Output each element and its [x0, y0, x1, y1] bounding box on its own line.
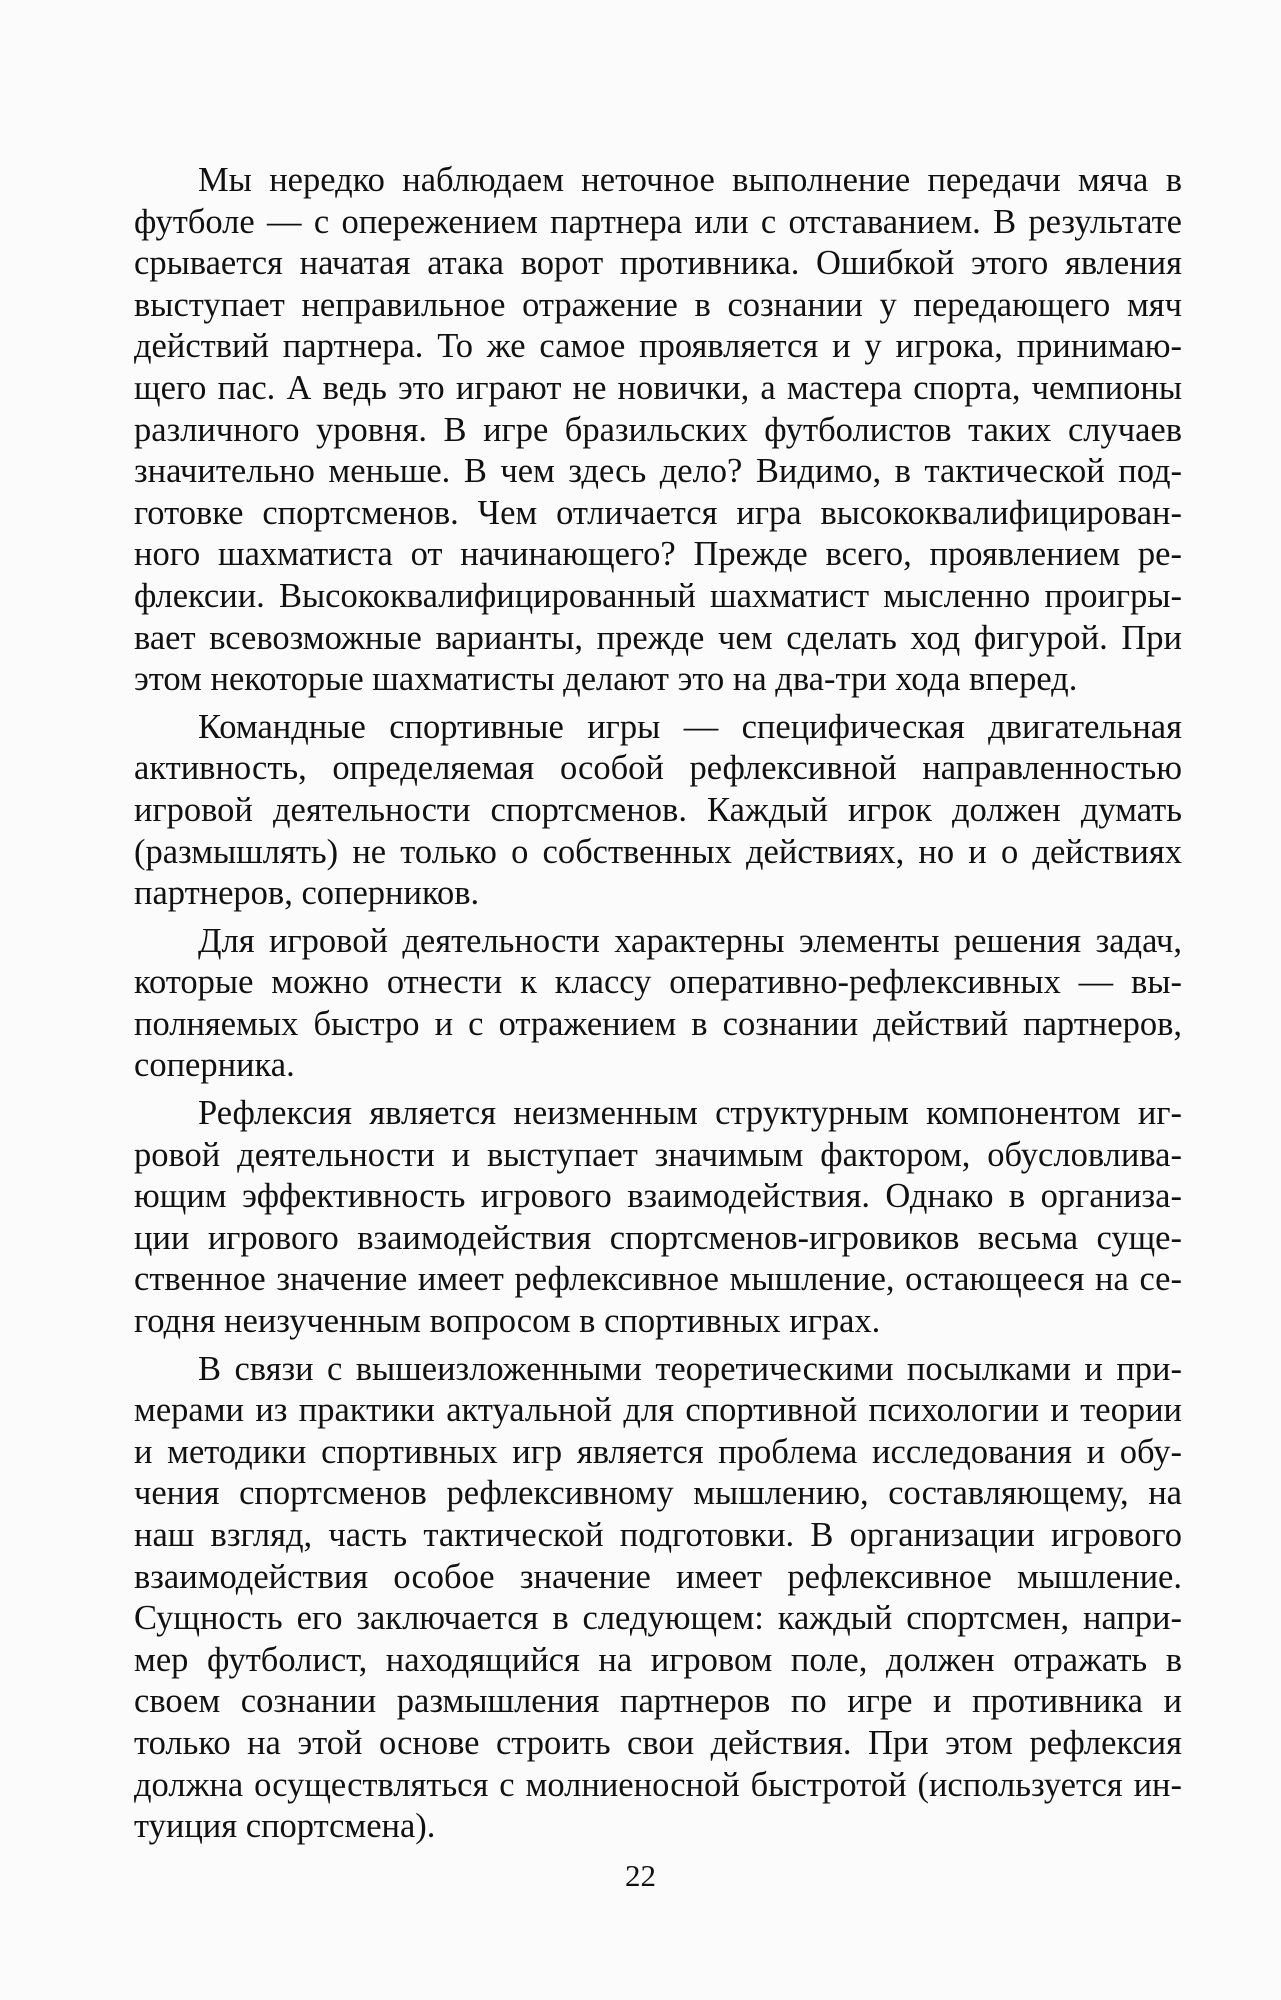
paragraph-4: Рефлексия является неизменным структурным компонентом игровой деятельности и выступает значимым фактором, обусловливающим эффективность игрового взаимодействия. Однако в организации игрового взаимодействия спортсменов-игровиков весьма существенное значение имеет рефлексивное мышление, остающееся на сегодня неизученным вопросом в спортивных играх. [134, 1094, 1182, 1341]
page-number: 22 [625, 1858, 656, 1893]
paragraph-3: Для игровой деятельности характерны элементы решения задач, которые можно отнести к классу оперативно-рефлексивных — выполняемых быстро и с отражением в сознании действий партнеров, соперника. [134, 921, 1182, 1085]
paragraph-2: Командные спортивные игры — специфическая двигательная активность, определяемая особой рефлексивной направленностью игровой деятельности спортсменов. Каждый игрок должен думать (размышлять) не только о собственных действиях, но и о действиях партнеров, соперников. [134, 707, 1182, 913]
paragraph-5: В связи с вышеизложенными теоретическими посылками и примерами из практики актуальной для спортивной психологии и теории и методики спортивных игр является проблема исследования и обучения спортсменов рефлексивному мышлению, составляющему, на наш взгляд, часть тактической подготовки. В организации игрового взаимодействия особое значение имеет рефлексивное мышление. Сущность его заключается в следующем: каждый спортсмен, например футболист, находящийся на игровом поле, должен отражать в своем сознании размышления партнеров по игре и противника и только на этой основе строить свои действия. При этом рефлексия должна осуществляться с молниеносной быстротой (используется интуиция спортсмена). [134, 1349, 1182, 1846]
paragraph-1: Мы нередко наблюдаем неточное выполнение передачи мяча в футболе — с опережением партнера или с отставанием. В результате срывается начатая атака ворот противника. Ошибкой этого явления выступает неправильное отражение в сознании у передающего мяч действий партнера. То же самое проявляется и у игрока, принимающего пас. А ведь это играют не новички, а мастера спорта, чемпионы различного уровня. В игре бразильских футболистов таких случаев значительно меньше. В чем здесь дело? Видимо, в тактической подготовке спортсменов. Чем отличается игра высококвалифицированного шахматиста от начинающего? Прежде всего, проявлением рефлексии. Высококвалифицированный шахматист мысленно проигрывает всевозможные варианты, прежде чем сделать ход фигурой. При этом некоторые шахматисты делают это на два-три хода вперед. [134, 161, 1182, 699]
body-text [134, 160, 1182, 1854]
